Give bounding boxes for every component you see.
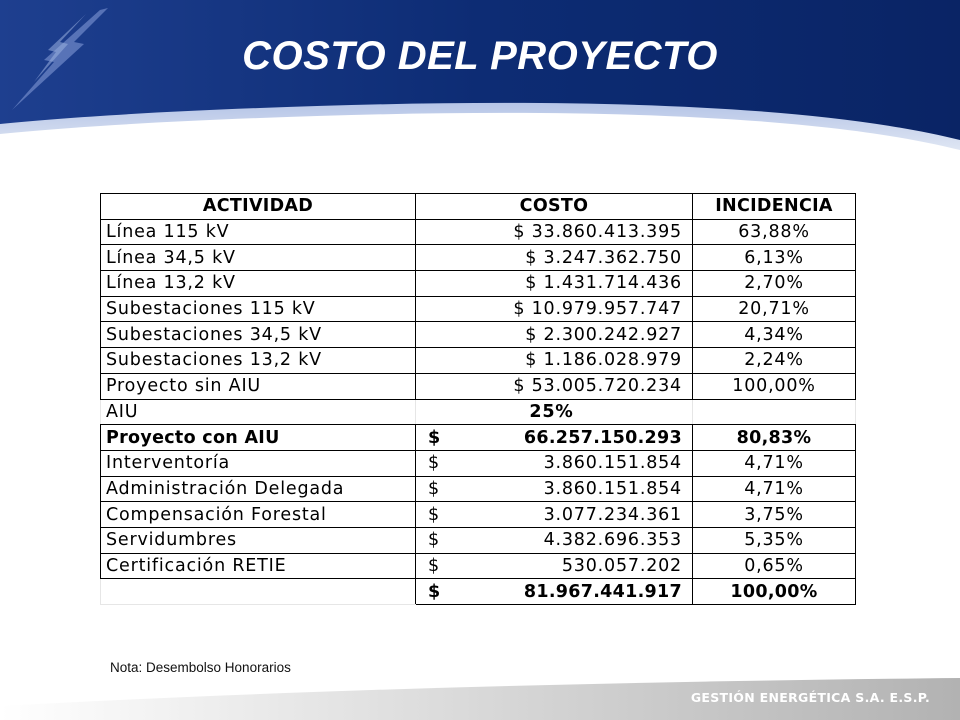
currency-symbol: $ (428, 530, 440, 551)
incidence-cell: 2,24% (693, 348, 856, 374)
table-row (101, 219, 856, 245)
incidence-cell: 4,71% (693, 476, 856, 502)
cost-cell (416, 502, 693, 528)
currency-symbol: $ (428, 555, 440, 576)
activity-cell: Proyecto sin AIU (101, 373, 416, 399)
activity-cell: Línea 115 kV (101, 219, 416, 245)
activity-cell: Línea 13,2 kV (101, 271, 416, 297)
table-row (101, 502, 856, 528)
table-row (101, 553, 856, 579)
cost-cell: $ 2.300.242.927 (416, 322, 693, 348)
table-row (101, 271, 856, 297)
total-cost-amount: 81.967.441.917 (523, 581, 682, 602)
incidence-cell: 5,35% (693, 527, 856, 553)
project-cost-table (100, 193, 856, 605)
table-row (101, 476, 856, 502)
cost-cell (416, 476, 693, 502)
aiu-percentage-cell: 25% (416, 399, 693, 425)
cost-cell: $ 53.005.720.234 (416, 373, 693, 399)
header-band (0, 0, 960, 170)
table-row (101, 373, 856, 399)
company-name: GESTIÓN ENERGÉTICA S.A. E.S.P. (690, 690, 930, 705)
table-row (101, 322, 856, 348)
activity-cell: Administración Delegada (101, 476, 416, 502)
cost-cell: $ 10.979.957.747 (416, 296, 693, 322)
activity-cell: Proyecto con AIU (101, 425, 416, 451)
activity-cell: Compensación Forestal (101, 502, 416, 528)
column-header-incidence: INCIDENCIA (693, 194, 856, 220)
total-incidence-cell: 100,00% (693, 579, 856, 605)
table-row (101, 296, 856, 322)
cost-cell: $ 1.431.714.436 (416, 271, 693, 297)
currency-symbol: $ (428, 581, 441, 602)
cost-cell (416, 425, 693, 451)
incidence-cell: 3,75% (693, 502, 856, 528)
cost-cell: $ 1.186.028.979 (416, 348, 693, 374)
activity-cell: Subestaciones 115 kV (101, 296, 416, 322)
incidence-cell: 6,13% (693, 245, 856, 271)
table-row (101, 245, 856, 271)
activity-cell (101, 579, 416, 605)
project-with-aiu-row (101, 425, 856, 451)
aiu-row (101, 399, 856, 425)
incidence-cell (693, 399, 856, 425)
cost-amount: 4.382.696.353 (543, 530, 682, 551)
column-header-activity: ACTIVIDAD (101, 194, 416, 220)
activity-cell: Subestaciones 34,5 kV (101, 322, 416, 348)
currency-symbol: $ (428, 427, 441, 448)
cost-cell: $ 33.860.413.395 (416, 219, 693, 245)
incidence-cell: 0,65% (693, 553, 856, 579)
cost-amount: 3.077.234.361 (543, 504, 682, 525)
activity-cell: Subestaciones 13,2 kV (101, 348, 416, 374)
activity-cell: AIU (101, 399, 416, 425)
footnote: Nota: Desembolso Honorarios (110, 660, 291, 675)
grand-total-row (101, 579, 856, 605)
incidence-cell: 4,71% (693, 450, 856, 476)
incidence-cell: 20,71% (693, 296, 856, 322)
cost-cell (416, 450, 693, 476)
table-header-row (101, 194, 856, 220)
cost-cell: $ 3.247.362.750 (416, 245, 693, 271)
column-header-cost: COSTO (416, 194, 693, 220)
incidence-cell: 80,83% (693, 425, 856, 451)
table-row (101, 527, 856, 553)
currency-symbol: $ (428, 478, 440, 499)
slide-title: COSTO DEL PROYECTO (242, 34, 718, 78)
table-row (101, 450, 856, 476)
activity-cell: Servidumbres (101, 527, 416, 553)
total-cost-cell (416, 579, 693, 605)
incidence-cell: 4,34% (693, 322, 856, 348)
incidence-cell: 2,70% (693, 271, 856, 297)
cost-cell (416, 527, 693, 553)
incidence-cell: 63,88% (693, 219, 856, 245)
activity-cell: Certificación RETIE (101, 553, 416, 579)
table-row (101, 348, 856, 374)
cost-amount: 530.057.202 (561, 555, 682, 576)
currency-symbol: $ (428, 453, 440, 474)
cost-amount: 3.860.151.854 (543, 453, 682, 474)
incidence-cell: 100,00% (693, 373, 856, 399)
activity-cell: Línea 34,5 kV (101, 245, 416, 271)
cost-amount: 3.860.151.854 (543, 478, 682, 499)
activity-cell: Interventoría (101, 450, 416, 476)
cost-cell (416, 553, 693, 579)
cost-amount: 66.257.150.293 (523, 427, 682, 448)
currency-symbol: $ (428, 504, 440, 525)
